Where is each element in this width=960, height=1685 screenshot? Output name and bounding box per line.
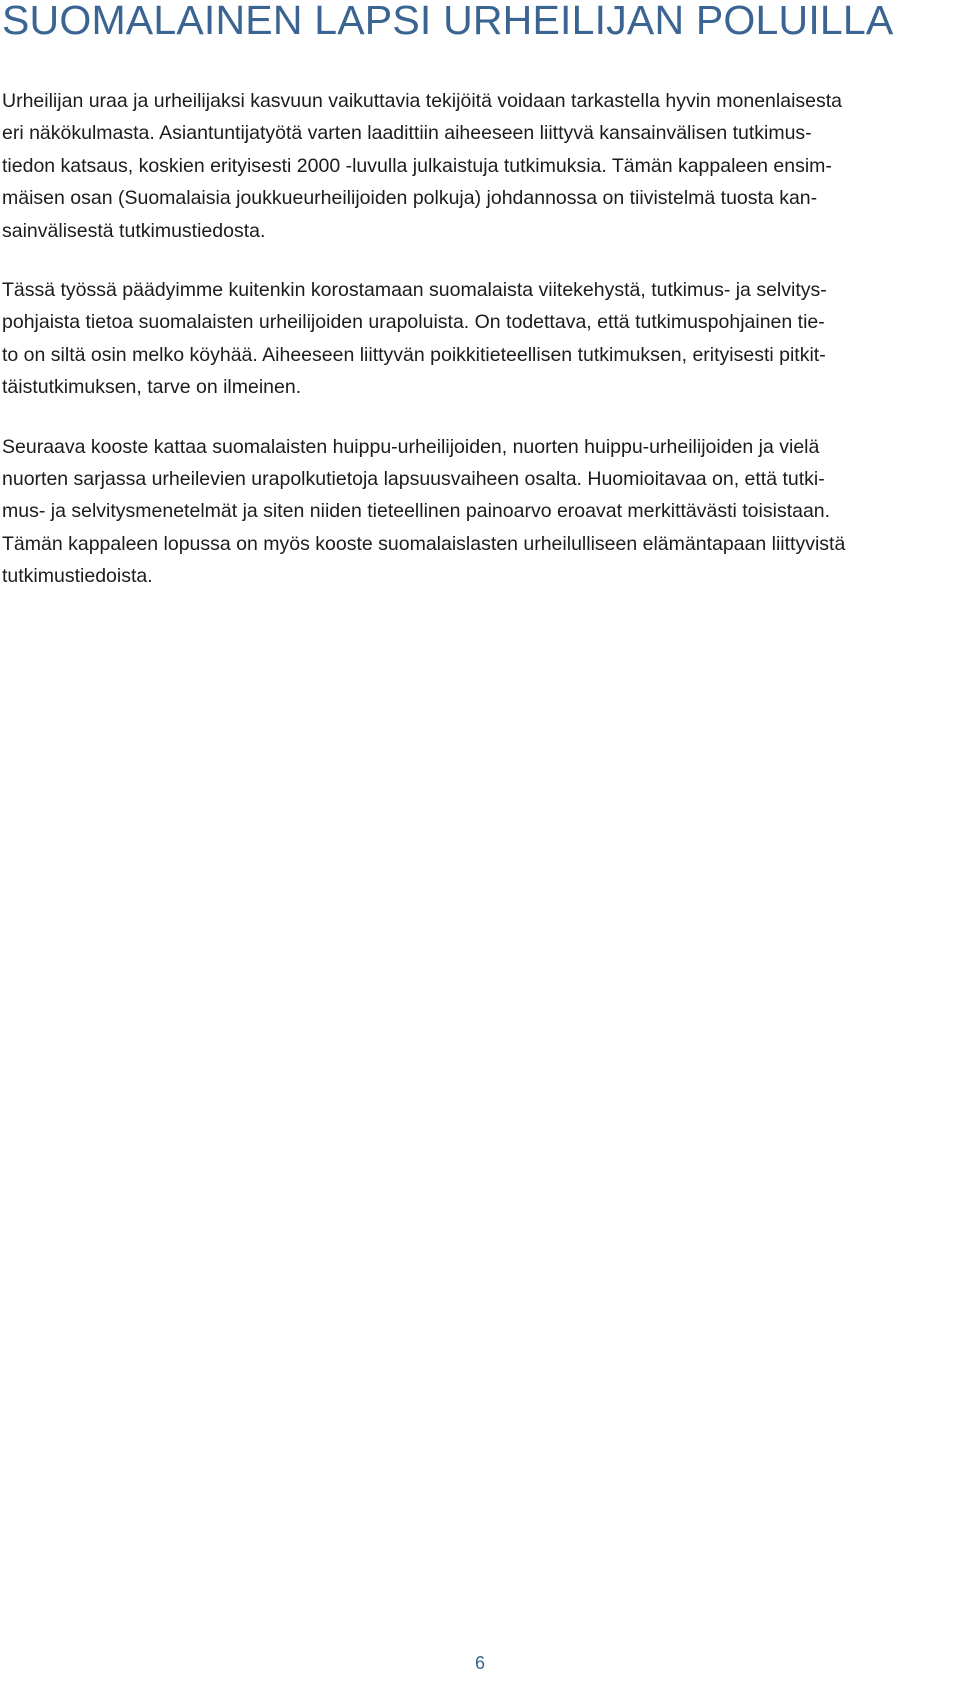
text-line: täistutkimuksen, tarve on ilmeinen. [2,376,302,399]
paragraph-3 [2,431,957,593]
text-line: Tämän kappaleen lopussa on myös kooste suomalaislasten urheilulliseen elämäntapaan liittyvistä [2,532,846,555]
paragraph-spacer [2,247,957,274]
text-line: to on siltä osin melko köyhää. Aiheeseen liittyvän poikkitieteellisen tutkimuksen, erityisesti pitkit- [2,343,826,366]
paragraph-1 [2,85,957,247]
text-line: sainvälisestä tutkimustiedosta. [2,219,266,242]
text-line: nuorten sarjassa urheilevien urapolkutietoja lapsuusvaiheen osalta. Huomioitavaa on, että tutki- [2,467,825,490]
paragraph-spacer [2,404,957,431]
text-line: tutkimustiedoista. [2,565,153,588]
text-line: Urheilijan uraa ja urheilijaksi kasvuun vaikuttavia tekijöitä voidaan tarkastella hyvin monenlaisesta [2,90,843,112]
text-line: Tässä työssä päädyimme kuitenkin korostamaan suomalaista viitekehystä, tutkimus- ja selvitys- [2,278,827,301]
paragraph-2 [2,274,957,404]
text-line: eri näkökulmasta. Asiantuntijatyötä varten laadittiin aiheeseen liittyvä kansainvälisen tutkimus- [2,122,812,145]
page-title: SUOMALAINEN LAPSI URHEILIJAN POLUILLA [2,0,894,43]
text-line: tiedon katsaus, koskien erityisesti 2000 -luvulla julkaistuja tutkimuksia. Tämän kappaleen ensim- [2,154,832,177]
page-number: 6 [474,1653,485,1673]
text-line: mus- ja selvitysmenetelmät ja siten niiden tieteellinen painoarvo eroavat merkittävästi toisistaan. [2,500,831,523]
body-text [2,85,957,592]
text-line: mäisen osan (Suomalaisia joukkueurheilijoiden polkuja) johdannossa on tiivistelmä tuosta kan- [2,187,818,210]
text-line: Seuraava kooste kattaa suomalaisten huippu-urheilijoiden, nuorten huippu-urheilijoiden ja vielä [2,435,820,458]
text-line: pohjaista tietoa suomalaisten urheilijoiden urapoluista. On todettava, että tutkimuspohjainen tie- [2,311,825,334]
